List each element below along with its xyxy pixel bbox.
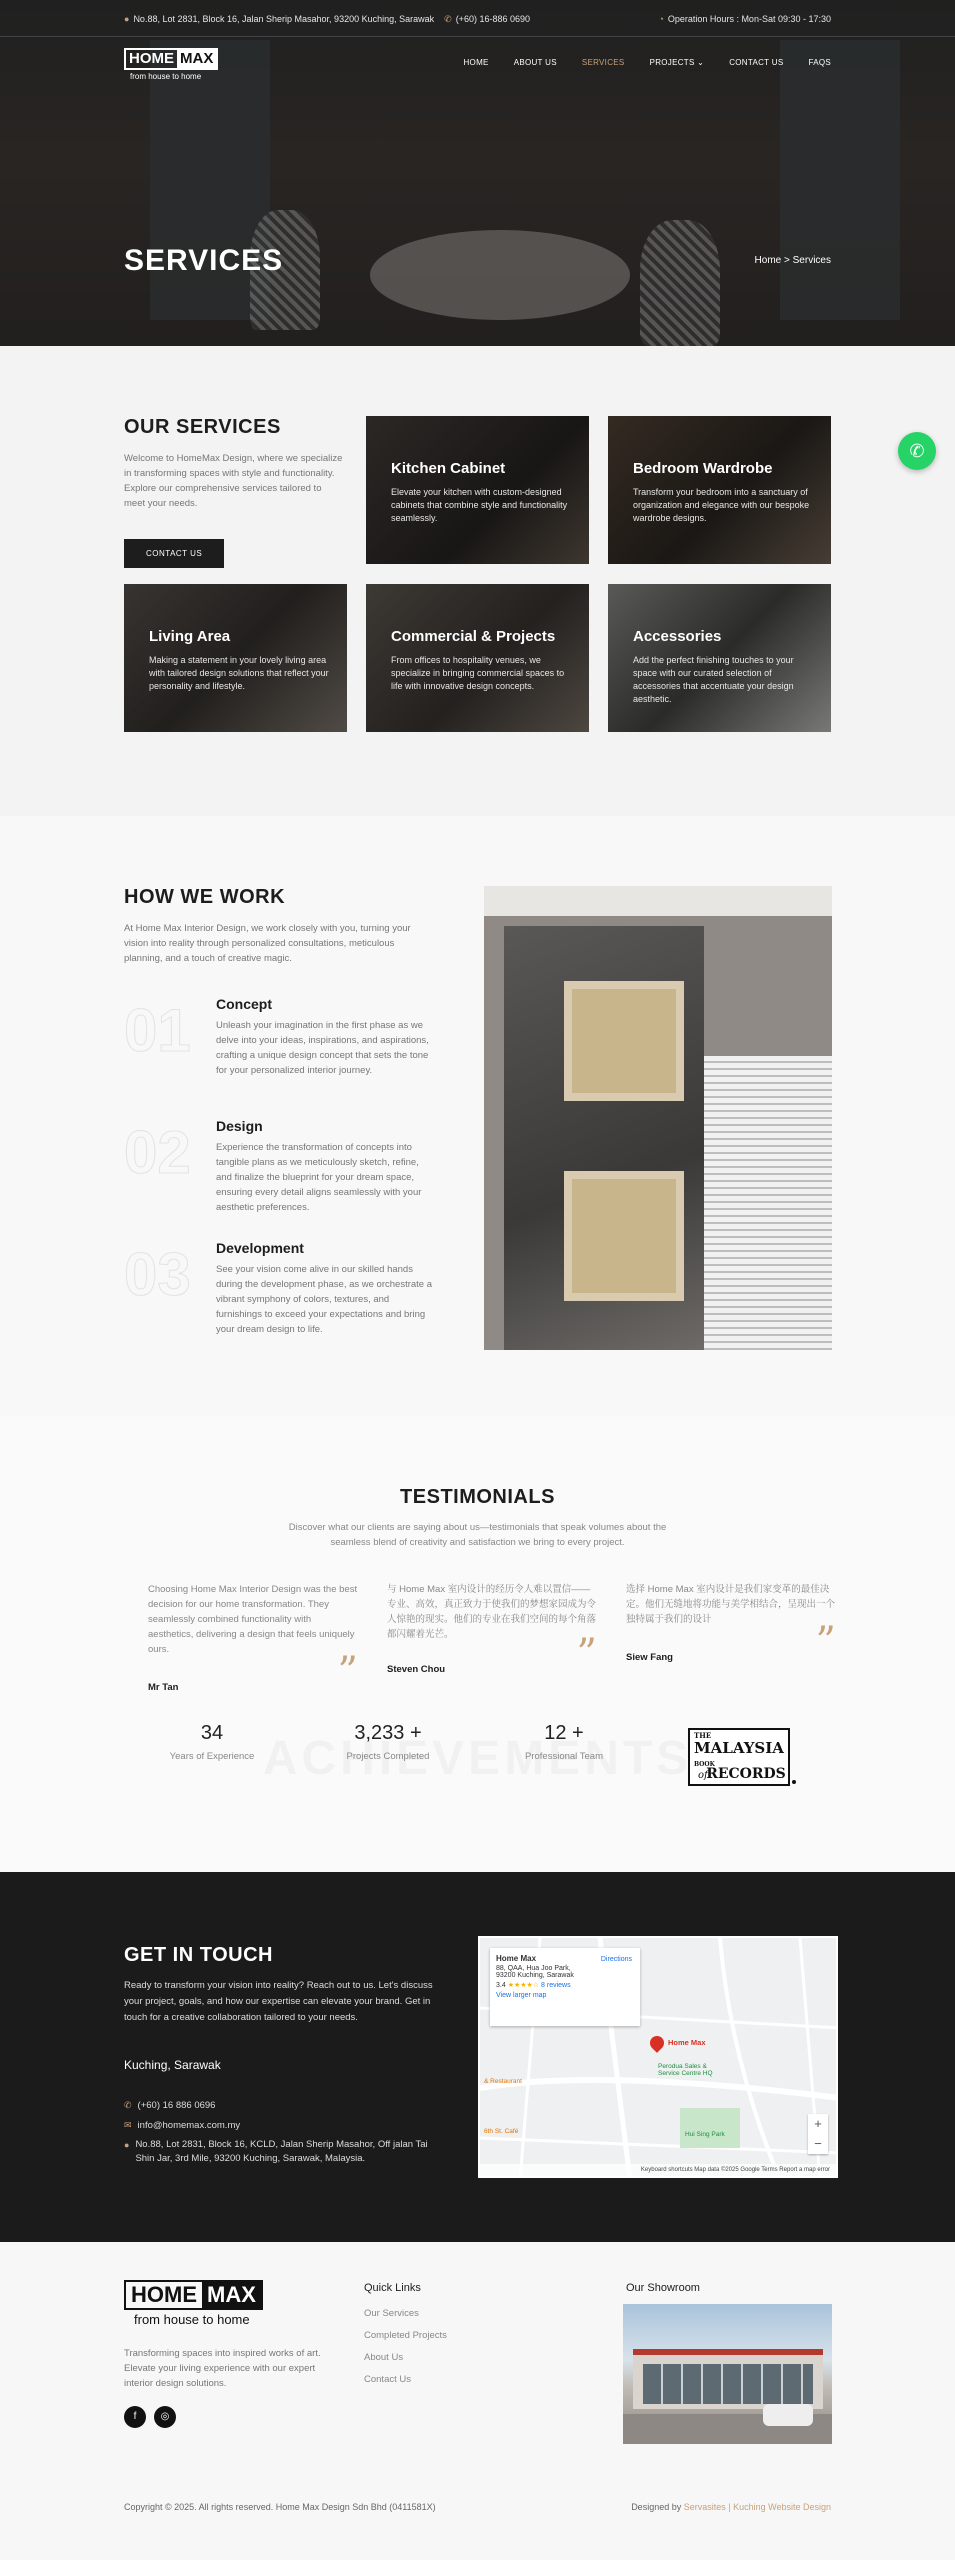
zoom-in-button[interactable]: + <box>814 2116 822 2131</box>
map-zoom-controls[interactable] <box>808 2114 828 2154</box>
footer-link-projects[interactable]: Completed Projects <box>364 2330 447 2341</box>
phone-icon: ✆ <box>444 13 452 24</box>
quote-icon: ” <box>576 1631 597 1677</box>
designer-link[interactable]: Servasites | Kuching Website Design <box>683 2502 831 2512</box>
how-we-work-section <box>0 816 955 1416</box>
showroom-title: Our Showroom <box>626 2282 700 2294</box>
nav-about[interactable]: ABOUT US <box>513 58 557 67</box>
topbar-phone[interactable]: (+60) 16-886 0690 <box>455 13 530 24</box>
copyright-bar: Copyright © 2025. All rights reserved. Home Max Design Sdn Bhd (0411581X) Designed by Servasites | Kuching Website Design <box>124 2502 831 2512</box>
contact-section <box>0 1872 955 2242</box>
footer-description: Transforming spaces into inspired works of art. Elevate your living experience with our expert interior design solutions. <box>124 2348 321 2389</box>
contact-text: Ready to transform your vision into reality? Reach out to us. Let's discuss your project, goals, and how our expertise can elevate your brand. Get in touch for a creative collaboration tailored to your needs. <box>124 1980 433 2023</box>
stat-projects: 3,233 + Projects Completed <box>346 1722 430 1762</box>
step-development: 03 Development See your vision come alive in our skilled hands during the development phase, as we orchestrate a vibrant symphony of colors, textures, and furnishings to exceed your expectations and bring your dream design to life. <box>124 1240 432 1335</box>
site-footer <box>0 2242 955 2560</box>
service-card-accessories[interactable]: Accessories Add the perfect finishing touches to your space with our curated selection of accessories that accentuate your design aesthetic. <box>608 584 831 732</box>
step-concept: 01 Concept Unleash your imagination in the first phase as we delve into your ideas, inspirations, and aspirations, crafting a unique design concept that sets the tone for your personalized interior journey. <box>124 996 429 1076</box>
nav-contact[interactable]: CONTACT US <box>729 58 784 67</box>
email-icon: ✉ <box>124 2120 132 2130</box>
location-pin-icon: ● <box>124 2140 130 2150</box>
site-logo[interactable]: HOME MAX from house to home <box>124 48 218 81</box>
phone-icon: ✆ <box>124 2100 132 2110</box>
quick-links <box>364 2308 447 2396</box>
contact-us-button[interactable]: CONTACT US <box>124 539 224 568</box>
view-larger-map-link[interactable]: View larger map <box>496 1992 547 1999</box>
zoom-out-button[interactable]: − <box>814 2136 822 2151</box>
testimonial-card: Choosing Home Max Interior Design was the best decision for our home transformation. They seamlessly combined functionality with aesthetics, delivering a design that feels uniquely ours. Mr Tan ” <box>148 1584 358 1695</box>
stat-years: 34 Years of Experience <box>169 1722 255 1762</box>
how-intro: At Home Max Interior Design, we work closely with you, turning your vision into reality through personalized consultations, meticulous planning, and a touch of creative magic. <box>124 923 411 964</box>
testimonials-section <box>0 1416 955 1872</box>
footer-logo[interactable]: HOME MAX from house to home <box>124 2280 263 2327</box>
copyright-text: Copyright © 2025. All rights reserved. Home Max Design Sdn Bhd (0411581X) <box>124 2502 436 2512</box>
malaysia-book-of-records-logo <box>688 1728 798 1788</box>
testimonial-card: 选择 Home Max 室内设计是我们家变革的最佳决定。他们无缝地将功能与美学相结合，呈现出一个独特属于我们的设计 Siew Fang ” <box>626 1584 836 1665</box>
svg-text:MALAYSIA: MALAYSIA <box>694 1739 784 1757</box>
top-info-bar <box>124 10 831 28</box>
topbar-address: No.88, Lot 2831, Block 16, Jalan Sherip Masahor, 93200 Kuching, Sarawak <box>133 14 435 24</box>
breadcrumb: Home > Services <box>754 255 831 266</box>
contact-phone[interactable]: (+60) 16 886 0696 <box>137 2100 216 2111</box>
breadcrumb-current: Services <box>792 255 831 266</box>
hero-banner <box>0 0 955 346</box>
footer-link-contact[interactable]: Contact Us <box>364 2374 411 2385</box>
svg-text:BOOK: BOOK <box>694 1761 715 1768</box>
map-info-card: Home Max 88, QAA, Hua Joo Park, 93200 Kuching, Sarawak 3.4 ★★★★☆ 8 reviews View larger map Directions <box>490 1948 640 2026</box>
footer-link-services[interactable]: Our Services <box>364 2308 419 2319</box>
service-card-commercial[interactable]: Commercial & Projects From offices to hospitality venues, we specialize in bringing commercial spaces to life with innovative design concepts. <box>366 584 589 732</box>
quote-icon: ” <box>815 1619 836 1665</box>
contact-address: No.88, Lot 2831, Block 16, KCLD, Jalan Sherip Masahor, Off jalan Tai Shin Jar, 3rd Mile, 93200 Kuching, Sarawak, Malaysia. <box>135 2139 428 2164</box>
contact-city: Kuching, Sarawak <box>124 2058 221 2072</box>
google-map[interactable]: Home Max 88, QAA, Hua Joo Park, 93200 Kuching, Sarawak 3.4 ★★★★☆ 8 reviews View larger map Directions Home Max Perodua Sales & Service Centre HQ Hui Sing Park & Restaurant 6th St. Café + − Keyboard shortcuts Map data ©2025 Google Terms Report a map error <box>478 1936 838 2178</box>
svg-text:of: of <box>698 1770 708 1781</box>
map-footer: Keyboard shortcuts Map data ©2025 Google Terms Report a map error <box>480 2164 836 2176</box>
nav-faqs[interactable]: FAQS <box>808 58 831 67</box>
service-card-kitchen[interactable]: Kitchen Cabinet Elevate your kitchen with custom-designed cabinets that combine style and functionality seamlessly. <box>366 416 589 564</box>
service-card-living[interactable]: Living Area Making a statement in your lovely living area with tailored design solutions that reflect your personality and lifestyle. <box>124 584 347 732</box>
quote-icon: ” <box>337 1649 358 1695</box>
clock-icon: ◔ <box>658 14 664 24</box>
testimonials-subtitle: Discover what our clients are saying about us—testimonials that speak volumes about the seamless blend of creativity and satisfaction we bring to every project. <box>288 1522 667 1548</box>
directions-link[interactable]: Directions <box>600 1956 632 1963</box>
contact-email[interactable]: info@homemax.com.my <box>137 2120 241 2131</box>
services-intro: Welcome to HomeMax Design, where we specialize in transforming spaces with style and functionality. Explore our comprehensive services tailored to meet your needs. <box>124 453 343 509</box>
chevron-down-icon: ⌄ <box>697 58 705 67</box>
topbar-hours: Operation Hours : Mon-Sat 09:30 - 17:30 <box>667 14 831 24</box>
location-pin-icon: ● <box>124 14 130 24</box>
footer-link-about[interactable]: About Us <box>364 2352 404 2363</box>
page-title: SERVICES <box>124 244 284 277</box>
services-section <box>0 346 955 816</box>
breadcrumb-home[interactable]: Home <box>754 255 782 266</box>
stat-team: 12 + Professional Team <box>525 1722 603 1762</box>
svg-text:THE: THE <box>694 1731 712 1740</box>
nav-projects[interactable]: PROJECTS ⌄ <box>649 58 705 67</box>
facebook-icon[interactable]: f <box>124 2406 146 2428</box>
svg-text:RECORDS: RECORDS <box>706 1766 786 1782</box>
how-title: HOW WE WORK <box>124 886 286 908</box>
services-title: OUR SERVICES <box>124 416 281 438</box>
nav-home[interactable]: HOME <box>463 58 489 67</box>
testimonial-card: 与 Home Max 室内设计的经历令人难以置信——专业、高效，真正致力于使我们的梦想家园成为令人惊艳的现实。他们的专业在我们空间的每个角落都闪耀着光芒。 Steven Chou ” <box>387 1584 597 1677</box>
quick-links-title: Quick Links <box>364 2282 421 2294</box>
whatsapp-icon[interactable]: ✆ <box>898 432 936 470</box>
testimonials-title: TESTIMONIALS <box>400 1486 555 1508</box>
service-card-wardrobe[interactable]: Bedroom Wardrobe Transform your bedroom into a sanctuary of organization and elegance with our bespoke wardrobe designs. <box>608 416 831 564</box>
interior-photo <box>484 886 832 1350</box>
nav-services[interactable]: SERVICES <box>581 58 625 67</box>
main-nav <box>463 58 831 67</box>
contact-title: GET IN TOUCH <box>124 1944 273 1966</box>
instagram-icon[interactable]: ◎ <box>154 2406 176 2428</box>
showroom-photo <box>623 2304 832 2444</box>
step-design: 02 Design Experience the transformation of concepts into tangible plans as we meticulously sketch, refine, and finalize the blueprint for your dream space, ensuring every detail aligns seamlessly with your aesthetic preferences. <box>124 1118 422 1213</box>
